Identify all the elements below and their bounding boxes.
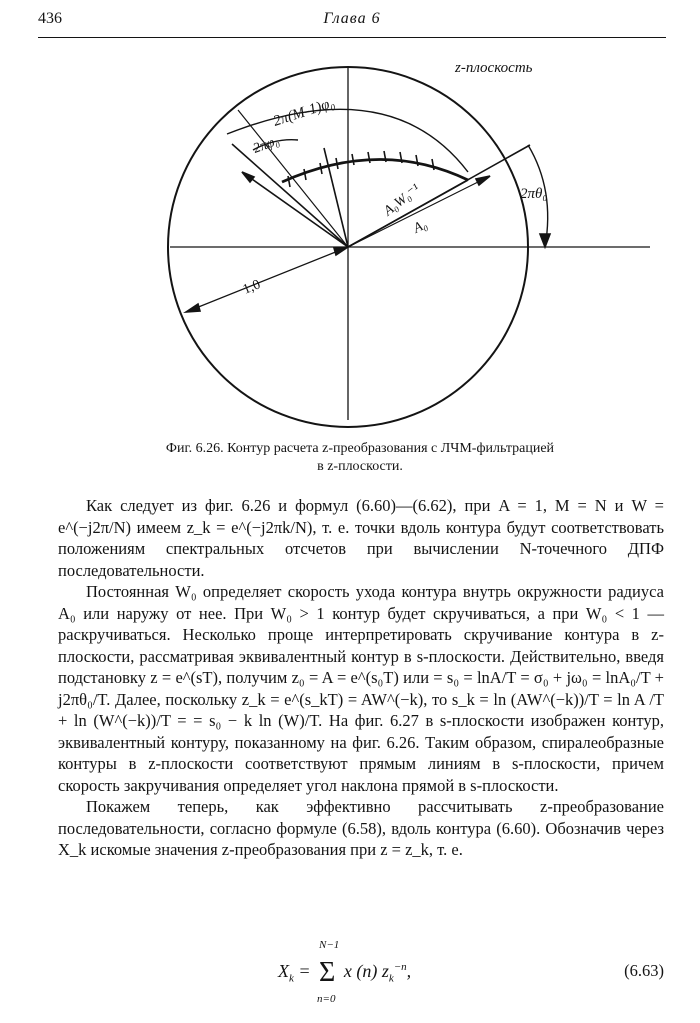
label-2pi-theta0: 2πθ₀ (520, 186, 548, 202)
equation-body (278, 939, 412, 1005)
label-a0: A₀ (411, 217, 430, 237)
sum-lower: n=0 (317, 993, 336, 1005)
ray-start (232, 144, 348, 247)
z-plane-contour-figure (90, 50, 670, 430)
label-2pi-m1-phi0: 2π(M-1)φ₀ (271, 94, 337, 130)
eq-lhs: X (278, 961, 289, 982)
eq-tail: , (406, 961, 412, 982)
body-text (58, 495, 664, 861)
dim-line-a0 (348, 176, 490, 247)
caption-line-2: в z-плоскости. (317, 459, 403, 474)
arrowhead-a0 (476, 176, 490, 185)
equation-6-63 (58, 939, 664, 1005)
caption-line-1: Фиг. 6.26. Контур расчета z-преобразования с ЛЧМ-фильтрацией (165, 441, 555, 456)
paragraph-3: Покажем теперь, как эффективно рассчитывать z-преобразование последовательности, согласно формуле (6.58), вдоль контура (6.60). Обозначив через X_k искомые значения z-преобразования при z = z_k, т. е. (58, 797, 664, 859)
eq-term-sub: k (388, 972, 394, 985)
eq-term: x (n) z (343, 961, 389, 982)
arrowhead-radius-end (334, 247, 348, 255)
sum-symbol (317, 939, 340, 1005)
sum-glyph: Σ (319, 957, 336, 988)
page-header (38, 10, 666, 32)
header-rule (38, 37, 666, 38)
sum-upper: N−1 (319, 939, 340, 951)
paragraph-2: Постоянная W₀ определяет скорость ухода контура внутрь окружности радиуса A₀ или наружу от нее. При W₀ > 1 контур будет скручиваться, а при W₀ < 1 — раскручиваться. Несколько проще интерпретировать скручивание контура в z-плоскости, рассматривая эквивалентный контур в s-плоскости. Действительно, введя подстановку z = e^(sT), получим z₀ = A = e^(s₀T) или = s₀ = lnA/T = σ₀ + jω₀ = lnA₀/T + j2πθ₀/T. Далее, поскольку z_k = e^(s_kT) = AW^(−k), то s_k = ln (AW^(−k))/T = ln A /T + ln (W^(−k))/T = = s₀ − k ln (W)/T. На фиг. 6.27 в s-плоскости изображен контур, эквивалентный контуру, показанному на фиг. 6.26. Таким образом, спиралеобразные контуры в z-плоскости соответствуют прямым линиям в s-плоскости, причем скорость закручивания определяет угол наклона прямой в s-плоскости. (58, 582, 664, 795)
arrowhead-radius-start (186, 304, 200, 312)
eq-term-sup: −n (393, 961, 407, 974)
plane-label: z-плоскость (455, 60, 533, 76)
label-2pi-phi0: 2πφ₀ (251, 133, 282, 157)
arrowhead-theta0 (540, 234, 550, 247)
spiral-contour (282, 159, 468, 182)
paragraph-1: Как следует из фиг. 6.26 и формул (6.60)—(6.62), при A = 1, M = N и W = e^(−j2π/N) имеем z_k = e^(−j2πk/N), т. е. точки вдоль контура будут соответствовать положениям спектральных отсчетов при вычислении N-точечного ДПФ последовательности. (58, 496, 664, 580)
contour-ticks (288, 151, 434, 187)
eq-lhs-sub: k (289, 972, 294, 985)
eq-equals: = (293, 961, 316, 982)
chapter-title: Глава 6 (323, 10, 381, 27)
label-radius: 1,0 (240, 277, 263, 298)
label-a0w0: A₀W₀⁻¹ (381, 181, 424, 220)
dim-line-radius (186, 247, 348, 312)
arrowhead-a0w0 (242, 172, 254, 182)
equation-number: (6.63) (624, 961, 664, 980)
page-number: 436 (38, 10, 62, 27)
figure-caption (60, 440, 660, 476)
